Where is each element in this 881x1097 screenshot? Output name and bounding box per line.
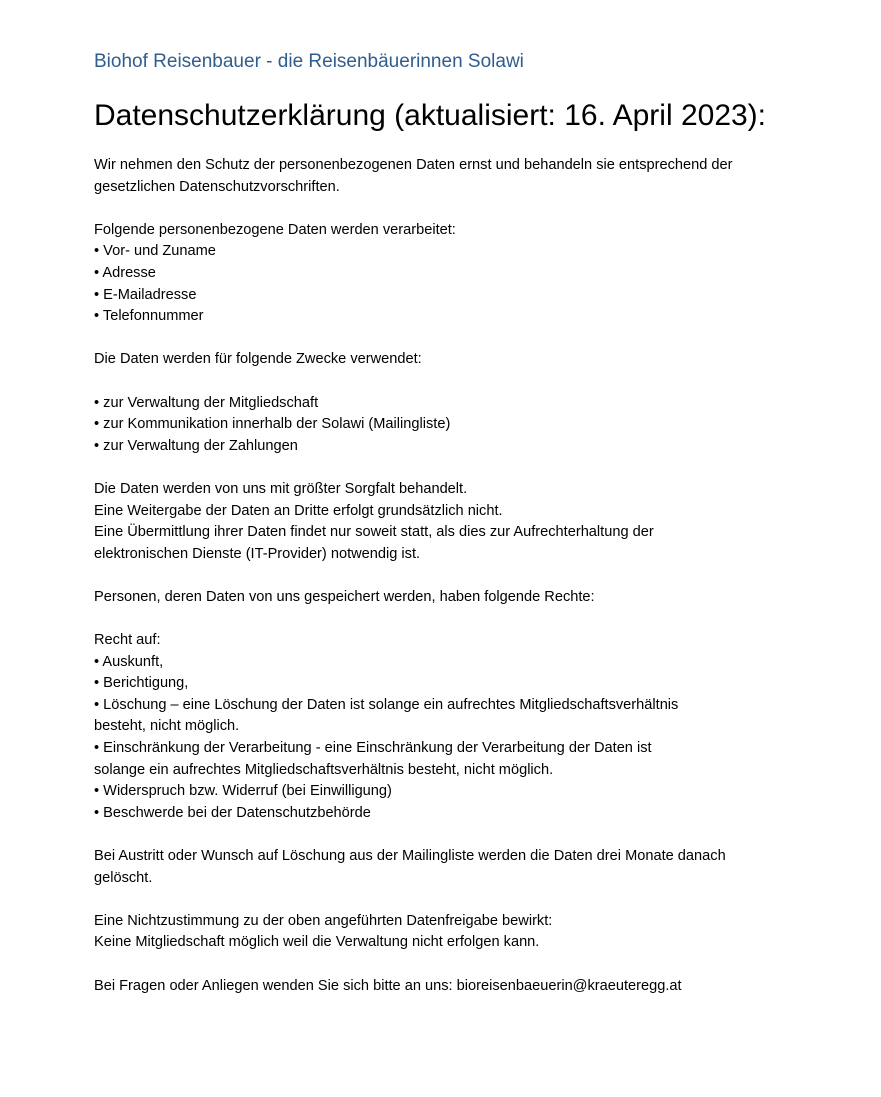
rights-line: • Löschung – eine Löschung der Daten ist solange ein aufrechtes Mitgliedschaftsverhältnis [94, 696, 679, 713]
contact-email-link[interactable]: bioreisenbaeuerin@kraeuteregg.at [456, 977, 682, 994]
non-consent-paragraph [94, 911, 806, 954]
list-item: • Vor- und Zuname [94, 243, 216, 260]
list-item: • zur Verwaltung der Zahlungen [94, 437, 298, 454]
page-title: Datenschutzerklärung (aktualisiert: 16. April 2023): [94, 99, 767, 132]
deletion-line: gelöscht. [94, 869, 153, 886]
rights-line: • Auskunft, [94, 653, 164, 670]
list-item: • Adresse [94, 264, 156, 281]
deletion-paragraph [94, 846, 806, 889]
handling-line: Eine Weitergabe der Daten an Dritte erfolgt grundsätzlich nicht. [94, 502, 503, 519]
paragraph-spacer [94, 198, 806, 220]
data-types-heading: Folgende personenbezogene Daten werden verarbeitet: [94, 221, 456, 238]
contact-text: Bei Fragen oder Anliegen wenden Sie sich bitte an uns: [94, 977, 457, 994]
intro-paragraph [94, 155, 806, 198]
list-item: • Telefonnummer [94, 308, 204, 325]
rights-line: solange ein aufrechtes Mitgliedschaftsverhältnis besteht, nicht möglich. [94, 761, 554, 778]
non-consent-line: Keine Mitgliedschaft möglich weil die Verwaltung nicht erfolgen kann. [94, 934, 540, 951]
rights-section [94, 630, 806, 824]
non-consent-line: Eine Nichtzustimmung zu der oben angeführten Datenfreigabe bewirkt: [94, 912, 553, 929]
rights-heading: Recht auf: [94, 632, 161, 649]
rights-intro-paragraph [94, 587, 806, 609]
rights-intro-line: Personen, deren Daten von uns gespeichert werden, haben folgende Rechte: [94, 588, 595, 605]
contact-line [94, 976, 806, 998]
paragraph-spacer [94, 824, 806, 846]
rights-line: besteht, nicht möglich. [94, 718, 240, 735]
rights-line: • Einschränkung der Verarbeitung - eine Einschränkung der Verarbeitung der Daten ist [94, 740, 652, 757]
list-item: • zur Kommunikation innerhalb der Solawi (Mailingliste) [94, 416, 451, 433]
paragraph-spacer [94, 565, 806, 587]
handling-line: Die Daten werden von uns mit größter Sorgfalt behandelt. [94, 480, 468, 497]
paragraph-spacer [94, 889, 806, 911]
handling-line: Eine Übermittlung ihrer Daten findet nur soweit statt, als dies zur Aufrechterhaltung der [94, 524, 654, 541]
handling-line: elektronischen Dienste (IT-Provider) notwendig ist. [94, 545, 421, 562]
organization-header: Biohof Reisenbauer - die Reisenbäuerinnen Solawi [94, 51, 524, 72]
data-types-section [94, 220, 806, 328]
paragraph-spacer [94, 608, 806, 630]
intro-line: Wir nehmen den Schutz der personenbezogenen Daten ernst und behandeln sie entsprechend der [94, 157, 733, 173]
intro-line: gesetzlichen Datenschutzvorschriften. [94, 178, 340, 195]
list-item: • E-Mailadresse [94, 286, 197, 303]
paragraph-spacer [94, 954, 806, 976]
contact-paragraph [94, 976, 806, 998]
deletion-line: Bei Austritt oder Wunsch auf Löschung aus der Mailingliste werden die Daten drei Monate danach [94, 848, 726, 864]
handling-paragraph [94, 479, 806, 565]
purposes-heading: Die Daten werden für folgende Zwecke verwendet: [94, 351, 422, 368]
document-page [94, 48, 806, 997]
rights-line: • Widerspruch bzw. Widerruf (bei Einwilligung) [94, 783, 392, 800]
document-body [94, 155, 806, 997]
paragraph-spacer [94, 328, 806, 350]
list-item: • zur Verwaltung der Mitgliedschaft [94, 394, 319, 411]
paragraph-spacer [94, 457, 806, 479]
rights-line: • Beschwerde bei der Datenschutzbehörde [94, 804, 371, 821]
rights-line: • Berichtigung, [94, 675, 189, 692]
paragraph-spacer [94, 371, 806, 393]
purposes-section [94, 349, 806, 457]
